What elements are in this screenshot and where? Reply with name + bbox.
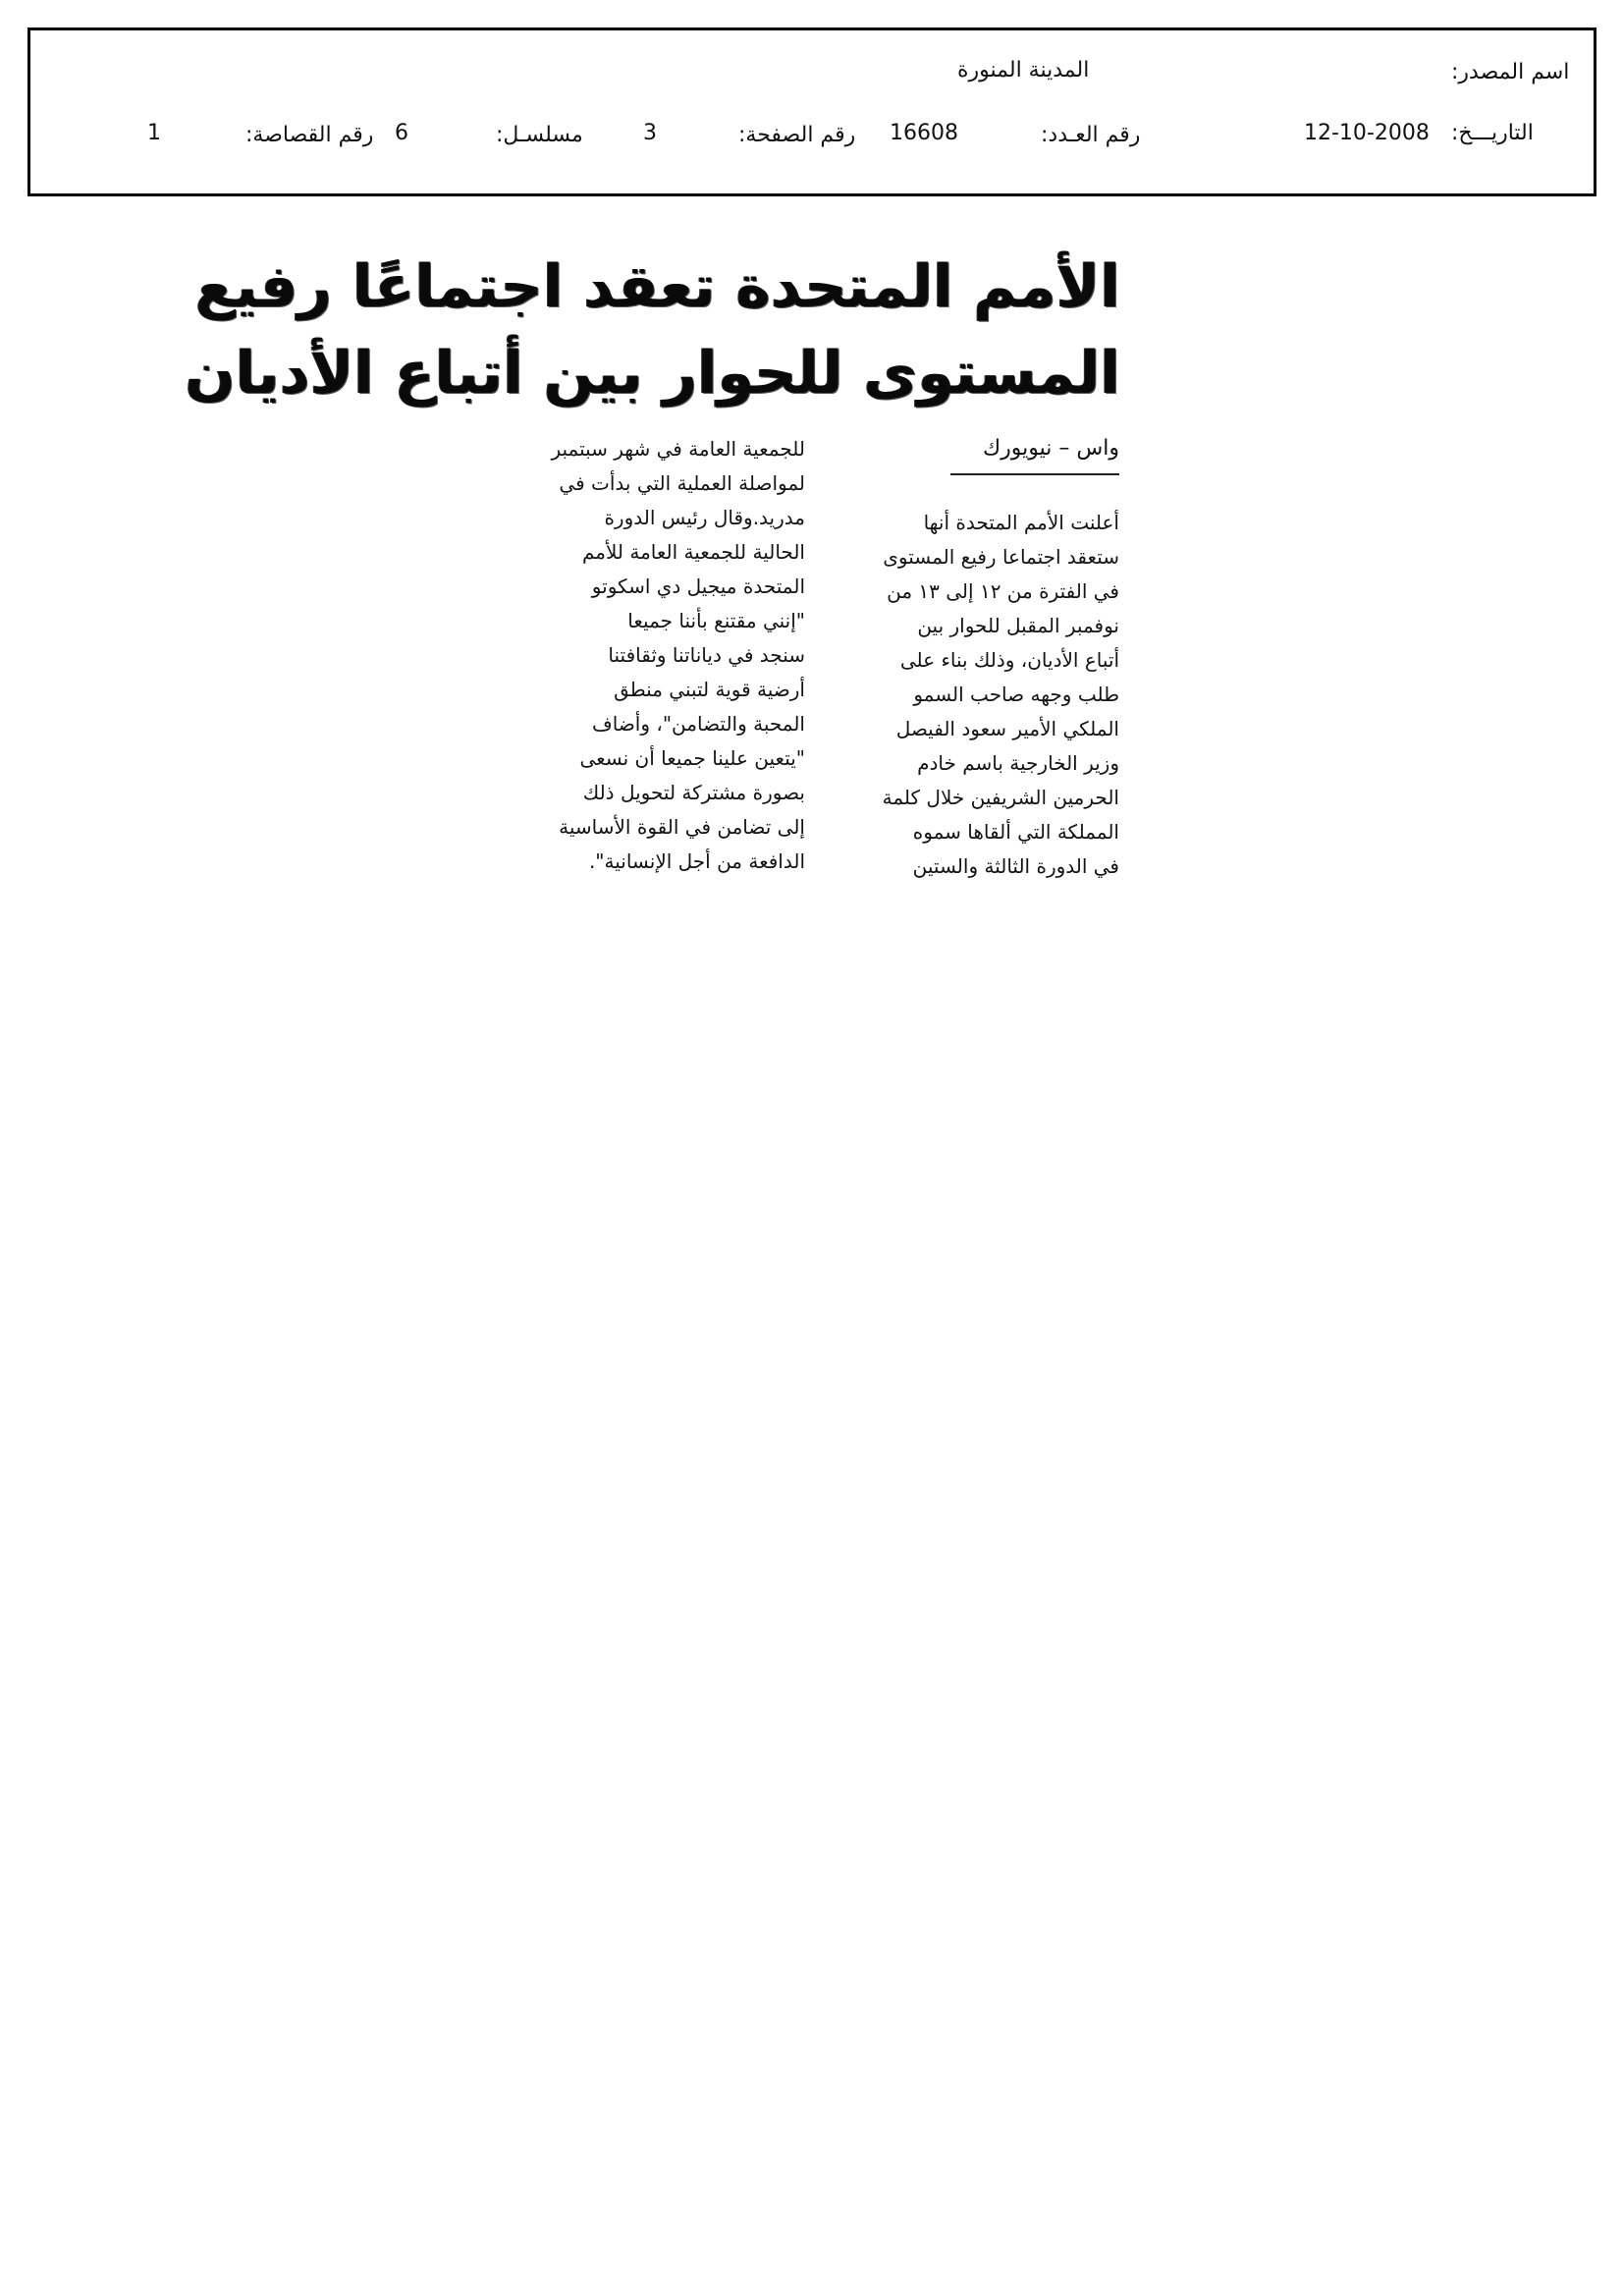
body-line: "إنني مقتنع بأننا جميعا — [627, 609, 805, 632]
serial-label: مسلسـل: — [496, 123, 583, 147]
page-label: رقم الصفحة: — [738, 123, 856, 147]
clipping-header-box — [27, 27, 1596, 196]
body-line: نوفمبر المقبل للحوار بين — [917, 614, 1119, 637]
body-line: أعلنت الأمم المتحدة أنها — [923, 511, 1119, 534]
body-line: طلب وجهه صاحب السمو — [913, 683, 1119, 706]
body-line: أرضية قوية لتبني منطق — [614, 678, 805, 701]
article-column-left — [518, 432, 805, 879]
body-line: ستعقد اجتماعا رفيع المستوى — [883, 545, 1119, 569]
body-line: الملكي الأمير سعود الفيصل — [895, 717, 1119, 740]
body-line: الحالية للجمعية العامة للأمم — [581, 540, 805, 564]
body-line: لمواصلة العملية التي بدأت في — [559, 471, 805, 495]
body-line: وزير الخارجية باسم خادم — [917, 751, 1119, 775]
body-line: سنجد في دياناتنا وثقافتنا — [608, 643, 805, 667]
body-line: أتباع الأديان، وذلك بناء على — [899, 648, 1119, 672]
body-line: في الفترة من ١٢ إلى ١٣ من — [887, 579, 1119, 603]
source-label: اسم المصدر: — [1451, 60, 1570, 84]
article-column-right — [833, 506, 1119, 884]
byline: واس – نيويورك — [983, 436, 1119, 461]
body-line: للجمعية العامة في شهر سبتمبر — [551, 437, 805, 461]
clipping-value: 1 — [147, 121, 161, 145]
body-line: المملكة التي ألقاها سموه — [912, 820, 1119, 844]
body-line: المحبة والتضامن"، وأضاف — [592, 712, 805, 736]
page-value: 3 — [643, 121, 657, 145]
date-label: التاريـــخ: — [1451, 121, 1534, 145]
body-line: الحرمين الشريفين خلال كلمة — [882, 786, 1119, 809]
issue-value: 16608 — [890, 121, 958, 145]
clipping-label: رقم القصاصة: — [245, 123, 374, 147]
issue-label: رقم العـدد: — [1041, 123, 1141, 147]
serial-value: 6 — [395, 121, 408, 145]
body-line: "يتعين علينا جميعا أن نسعى — [579, 746, 805, 770]
headline-line-2: المستوى للحوار بين أتباع الأديان — [185, 339, 1120, 408]
body-line: إلى تضامن في القوة الأساسية — [559, 815, 805, 839]
body-line: الدافعة من أجل الإنسانية". — [588, 849, 805, 873]
source-value: المدينة المنورة — [957, 58, 1090, 82]
body-line: المتحدة ميجيل دي اسكوتو — [591, 574, 805, 598]
byline-underline — [950, 473, 1119, 475]
date-value: 12-10-2008 — [1304, 121, 1430, 145]
headline-line-1: الأمم المتحدة تعقد اجتماعًا رفيع — [194, 252, 1120, 321]
body-line: بصورة مشتركة لتحويل ذلك — [582, 781, 805, 804]
body-line: في الدورة الثالثة والستين — [912, 854, 1119, 878]
body-line: مدريد.وقال رئيس الدورة — [604, 506, 805, 529]
